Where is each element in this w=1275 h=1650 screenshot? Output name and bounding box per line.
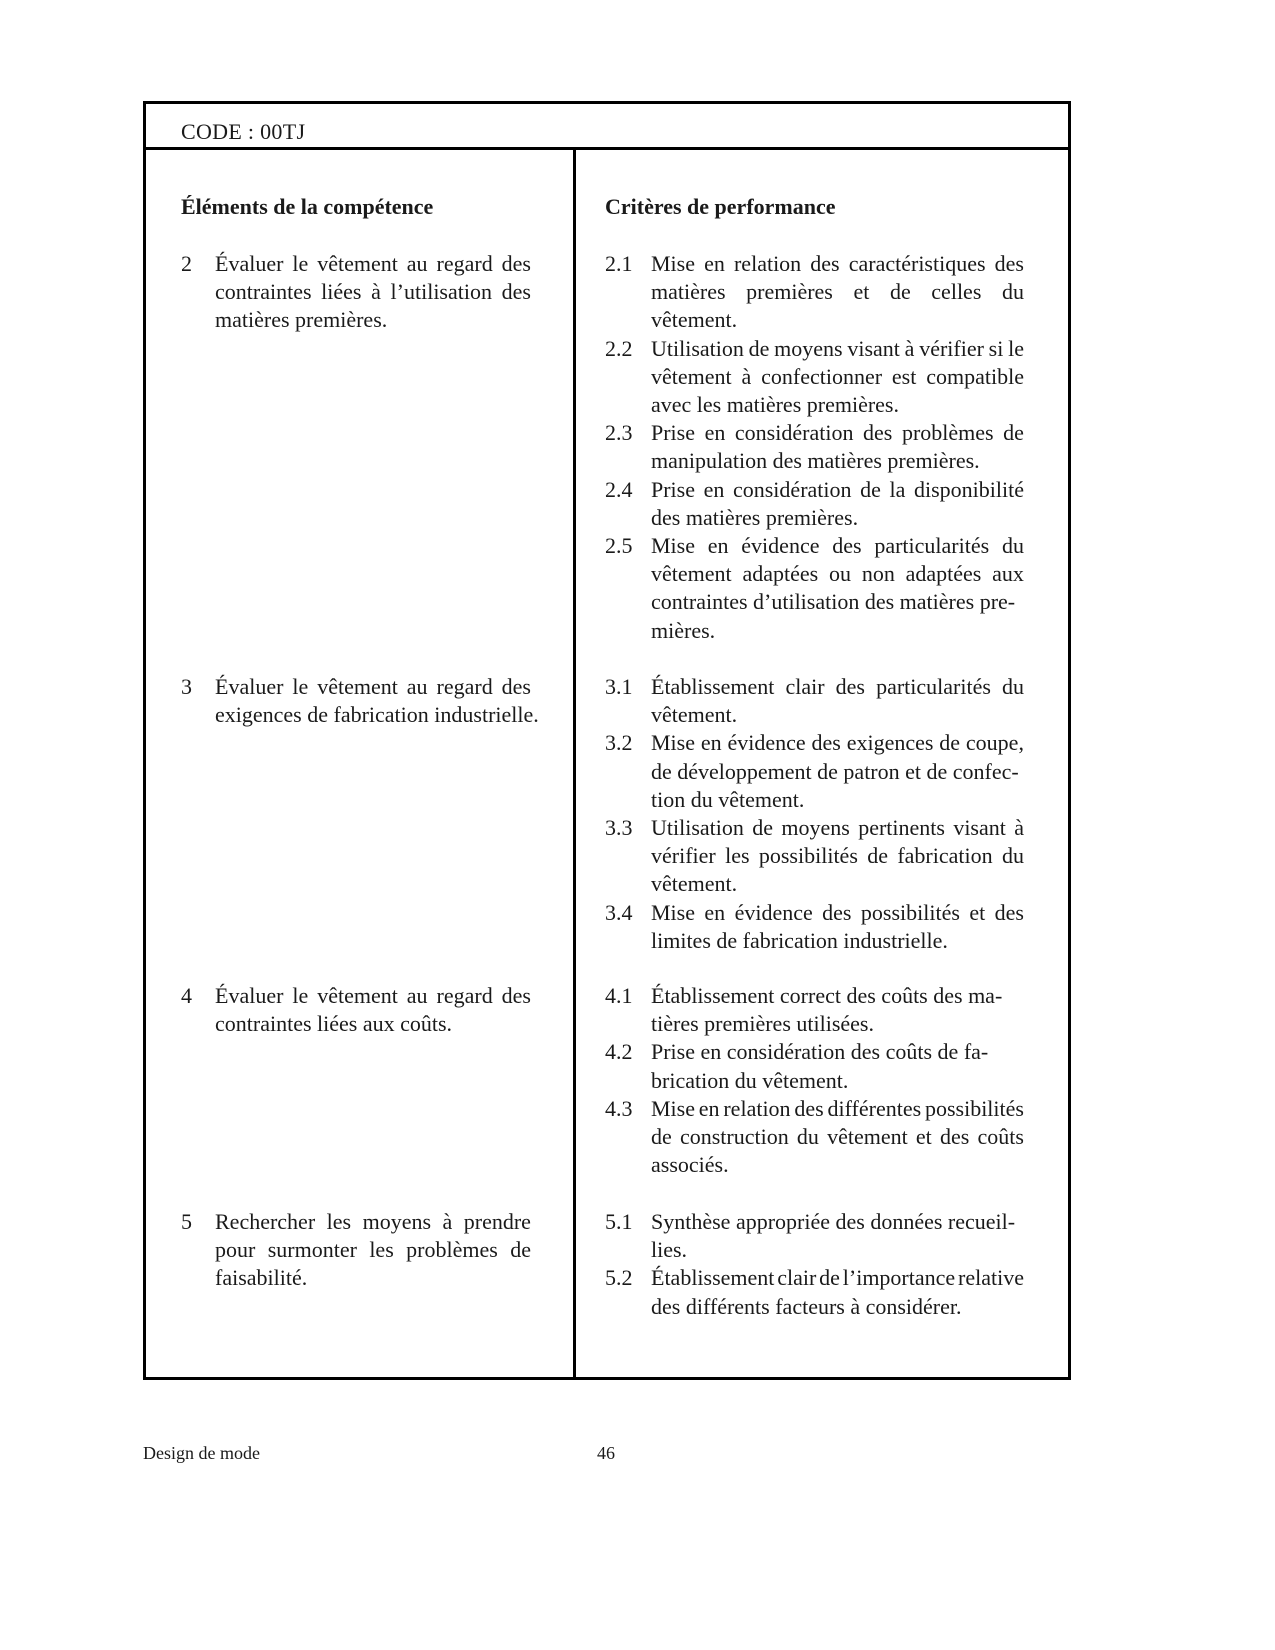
word: évidence — [741, 533, 820, 558]
criterion-text-line — [651, 363, 1024, 391]
criterion-text-line — [651, 476, 1024, 504]
word: possibilités — [924, 1095, 1024, 1121]
criterion-text-line: lies. — [651, 1237, 688, 1263]
word: des — [863, 420, 893, 446]
word: Utilisation — [651, 815, 744, 840]
code-row — [146, 104, 1068, 150]
word: des — [994, 899, 1024, 925]
word: caractéristiques — [848, 251, 986, 276]
word: des — [501, 279, 531, 305]
criterion-text-line: Établissement correct des coûts des ma- — [651, 983, 1003, 1008]
word: des — [811, 730, 841, 756]
criterion-text-line: contraintes d’utilisation des matières pre- — [651, 589, 1016, 615]
element-text-line — [215, 278, 531, 306]
word: vêtement — [317, 251, 398, 276]
word: de — [889, 279, 911, 305]
word: des — [501, 983, 531, 1008]
word: vêtement — [827, 1124, 908, 1149]
criterion-number: 2.3 — [605, 420, 633, 446]
word: relative — [958, 1265, 1024, 1291]
criterion-text-line — [651, 560, 1024, 588]
criterion-text-line: avec les matières premières. — [651, 392, 899, 417]
word: des — [994, 251, 1024, 276]
word: regard — [436, 983, 493, 1008]
word: du — [1001, 279, 1024, 305]
word: moyens — [774, 335, 843, 361]
criterion-number: 3.3 — [605, 815, 633, 840]
criterion-text-line — [651, 729, 1024, 757]
word: en — [700, 730, 722, 756]
word: Rechercher — [215, 1209, 316, 1234]
word: Mise — [651, 1095, 695, 1121]
element-number: 5 — [181, 1209, 192, 1234]
right-column-heading: Critères de performance — [605, 194, 836, 219]
word: moyens — [781, 815, 850, 840]
word: en — [707, 533, 729, 558]
word: l’importance — [842, 1265, 956, 1291]
criterion-text-line — [651, 842, 1024, 870]
word: du — [796, 1124, 819, 1149]
element-text-line: faisabilité. — [215, 1265, 308, 1291]
criterion-text-line — [651, 1264, 1024, 1292]
word: l’utilisation — [390, 279, 492, 305]
footer-program: Design de mode — [143, 1443, 260, 1463]
word: en — [698, 1095, 720, 1121]
word: de — [651, 1124, 672, 1149]
word: des — [835, 674, 865, 699]
element-text-line — [215, 250, 531, 278]
word: clair — [777, 1265, 817, 1291]
word: et — [969, 899, 986, 925]
criterion-text-line — [651, 814, 1024, 842]
criterion-number: 4.2 — [605, 1039, 633, 1065]
word: visant — [953, 815, 1006, 840]
word: Mise — [651, 730, 695, 756]
word: adaptées — [742, 561, 819, 587]
word: matières — [651, 279, 726, 305]
element-text-line — [215, 1208, 531, 1236]
word: fabrication — [897, 843, 993, 869]
word: possibilités — [860, 899, 960, 925]
word: confectionner — [761, 363, 883, 389]
word: des — [940, 1124, 970, 1149]
word: ou — [829, 561, 851, 587]
word: construction — [679, 1124, 789, 1149]
word: adaptées — [905, 561, 982, 587]
word: en — [704, 251, 725, 276]
criterion-number: 5.1 — [605, 1209, 633, 1234]
word: vêtement — [317, 674, 398, 699]
word: celles — [931, 279, 982, 305]
word: des — [810, 251, 840, 276]
criterion-text-line: Synthèse appropriée des données recueil- — [651, 1209, 1016, 1234]
word: Prise — [651, 476, 695, 502]
criterion-text-line: des différents facteurs à considérer. — [651, 1293, 962, 1319]
criterion-number: 5.2 — [605, 1265, 633, 1291]
word: au — [406, 674, 428, 699]
criterion-text-line — [651, 1123, 1024, 1151]
word: Évaluer — [215, 251, 284, 276]
criterion-text-line: vêtement. — [651, 702, 738, 728]
criterion-text-line — [651, 1095, 1024, 1123]
word: Mise — [651, 899, 695, 925]
word: prendre — [463, 1209, 531, 1234]
word: et — [915, 1124, 932, 1149]
criterion-number: 4.3 — [605, 1095, 633, 1121]
word: à — [741, 363, 752, 389]
word: du — [1001, 843, 1024, 869]
word: le — [292, 674, 309, 699]
word: de — [1003, 420, 1024, 446]
word: à — [1014, 815, 1024, 840]
word: considération — [732, 476, 852, 502]
word: à — [904, 335, 915, 361]
word: coûts — [977, 1124, 1024, 1149]
word: pour — [215, 1237, 256, 1263]
criterion-number: 3.4 — [605, 899, 633, 925]
word: liées — [321, 279, 362, 305]
word: évidence — [727, 730, 806, 756]
criterion-text-line — [651, 673, 1024, 701]
word: vêtement — [651, 363, 732, 389]
word: relation — [723, 1095, 791, 1121]
word: vêtement — [651, 561, 732, 587]
word: clair — [785, 674, 825, 699]
footer-page-number: 46 — [597, 1443, 615, 1463]
word: possibilités — [758, 843, 858, 869]
word: regard — [436, 251, 493, 276]
word: Prise — [651, 420, 695, 446]
word: disponibilité — [914, 476, 1024, 502]
word: à — [371, 279, 381, 305]
word: évidence — [734, 899, 813, 925]
word: de — [510, 1237, 531, 1263]
word: à — [442, 1209, 453, 1234]
competency-table — [143, 101, 1071, 1380]
word: pertinents — [858, 815, 945, 840]
word: au — [406, 251, 428, 276]
word: coupe, — [965, 730, 1024, 756]
column-divider — [573, 147, 576, 1377]
criterion-text-line — [651, 899, 1024, 927]
element-text-line: contraintes liées aux coûts. — [215, 1011, 453, 1037]
element-text-line: matières premières. — [215, 307, 388, 333]
word: du — [1001, 533, 1024, 558]
criterion-text-line: Prise en considération des coûts de fa- — [651, 1039, 989, 1065]
word: des — [832, 533, 862, 558]
word: de — [860, 476, 881, 502]
word: les — [725, 843, 750, 869]
criterion-number: 3.2 — [605, 730, 633, 756]
word: de — [867, 843, 888, 869]
word: en — [703, 476, 725, 502]
criterion-text-line — [651, 278, 1024, 306]
word: particularités — [876, 674, 991, 699]
criterion-text-line: vêtement. — [651, 307, 738, 333]
word: visant — [847, 335, 900, 361]
word: si — [988, 335, 1004, 361]
word: premières — [746, 279, 833, 305]
word: des — [501, 251, 531, 276]
criterion-text-line: manipulation des matières premières. — [651, 448, 980, 474]
word: problèmes — [901, 420, 994, 446]
criterion-text-line — [651, 532, 1024, 560]
word: Utilisation — [651, 335, 744, 361]
word: différentes — [827, 1095, 922, 1121]
word: vérifier — [651, 843, 716, 869]
word: des — [794, 1095, 824, 1121]
word: Mise — [651, 533, 695, 558]
criterion-number: 2.4 — [605, 476, 633, 502]
left-column-heading: Éléments de la compétence — [181, 194, 434, 219]
word: problèmes — [406, 1237, 498, 1263]
word: Établissement — [651, 1265, 775, 1291]
criterion-text-line: associés. — [651, 1152, 729, 1178]
word: compatible — [926, 363, 1024, 389]
word: de — [752, 815, 774, 840]
criterion-text-line — [651, 335, 1024, 363]
criterion-text-line: mières. — [651, 617, 716, 643]
criterion-text-line: vêtement. — [651, 871, 738, 897]
word: des — [501, 674, 531, 699]
criterion-text-line: brication du vêtement. — [651, 1067, 849, 1093]
word: le — [292, 983, 309, 1008]
word: les — [326, 1209, 352, 1234]
criterion-number: 2.1 — [605, 251, 633, 276]
word: contraintes — [215, 279, 312, 305]
criterion-number: 4.1 — [605, 983, 633, 1008]
criterion-text-line — [651, 250, 1024, 278]
element-text-line — [215, 1236, 531, 1264]
criterion-text-line: tion du vêtement. — [651, 786, 805, 812]
word: considération — [734, 420, 854, 446]
word: du — [1002, 674, 1024, 699]
element-text-line — [215, 982, 531, 1010]
word: exigences — [846, 730, 934, 756]
word: en — [704, 899, 726, 925]
word: moyens — [362, 1209, 432, 1234]
word: des — [822, 899, 852, 925]
element-text-line: exigences de fabrication industrielle. — [215, 702, 539, 728]
word: de — [748, 335, 770, 361]
word: aux — [992, 561, 1024, 587]
element-number: 2 — [181, 251, 192, 276]
word: de — [819, 1265, 840, 1291]
element-number: 4 — [181, 983, 192, 1008]
word: est — [891, 363, 917, 389]
criterion-text-line — [651, 419, 1024, 447]
word: relation — [733, 251, 802, 276]
word: le — [1008, 335, 1024, 361]
criterion-text-line: tières premières utilisées. — [651, 1011, 874, 1037]
element-number: 3 — [181, 674, 192, 699]
criterion-text-line: de développement de patron et de confec- — [651, 758, 1019, 784]
word: Mise — [651, 251, 695, 276]
word: les — [369, 1237, 394, 1263]
criterion-text-line: limites de fabrication industrielle. — [651, 927, 948, 953]
word: surmonter — [267, 1237, 357, 1263]
criterion-number: 3.1 — [605, 674, 633, 699]
word: Évaluer — [215, 983, 284, 1008]
word: et — [853, 279, 870, 305]
word: particularités — [874, 533, 990, 558]
code-label: CODE : 00TJ — [181, 119, 306, 144]
word: au — [406, 983, 428, 1008]
criterion-text-line: des matières premières. — [651, 504, 859, 530]
word: regard — [436, 674, 493, 699]
word: non — [861, 561, 895, 587]
word: vérifier — [919, 335, 984, 361]
word: Établissement — [651, 674, 775, 699]
word: en — [704, 420, 726, 446]
word: la — [889, 476, 906, 502]
element-text-line — [215, 673, 531, 701]
criterion-number: 2.5 — [605, 533, 633, 558]
word: de — [939, 730, 961, 756]
word: Évaluer — [215, 674, 284, 699]
word: le — [292, 251, 309, 276]
word: vêtement — [317, 983, 398, 1008]
criterion-number: 2.2 — [605, 335, 633, 361]
